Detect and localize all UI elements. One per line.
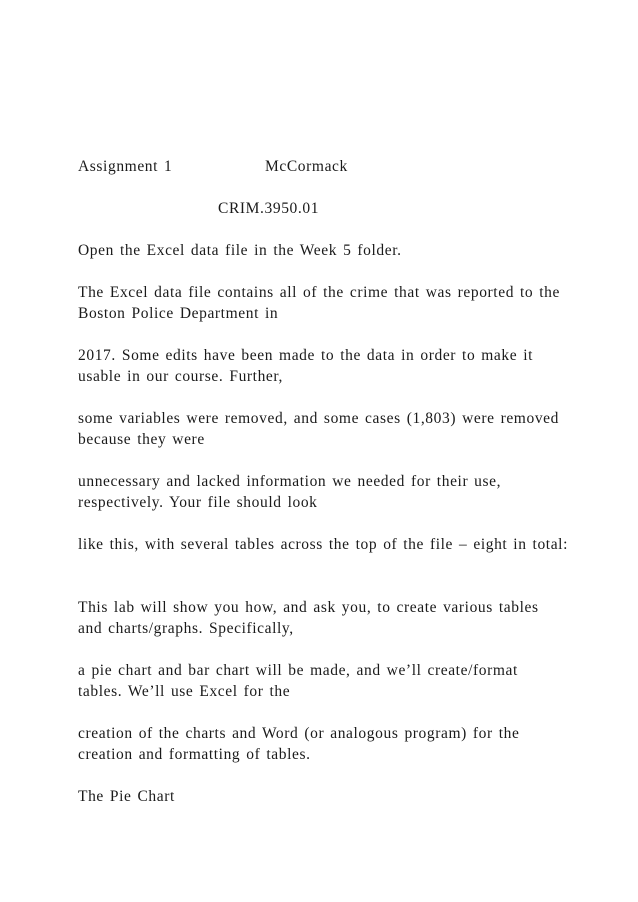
author-name: McCormack: [265, 158, 348, 175]
course-code: CRIM.3950.01: [218, 200, 320, 217]
paragraph-edits: 2017. Some edits have been made to the data in order to make it usable in our course. Further,: [78, 347, 534, 385]
assignment-title: Assignment 1: [78, 158, 173, 175]
paragraph-tables: like this, with several tables across the top of the file – eight in total:: [78, 536, 568, 553]
section-heading-pie-chart: The Pie Chart: [78, 788, 175, 805]
paragraph-creation: creation of the charts and Word (or analogous program) for the creation and formatting of tables.: [78, 725, 520, 763]
paragraph-charts: a pie chart and bar chart will be made, and we’ll create/format tables. We’ll use Excel for the: [78, 662, 518, 700]
paragraph-unnecessary: unnecessary and lacked information we needed for their use, respectively. Your file should look: [78, 473, 502, 511]
header-line: [78, 156, 568, 177]
paragraph-open-file: Open the Excel data file in the Week 5 folder.: [78, 242, 402, 259]
paragraph-data-description: The Excel data file contains all of the crime that was reported to the Boston Police Department in: [78, 284, 560, 322]
paragraph-removed: some variables were removed, and some cases (1,803) were removed because they were: [78, 410, 559, 448]
paragraph-lab-overview: This lab will show you how, and ask you, to create various tables and charts/graphs. Specifically,: [78, 599, 539, 637]
document-page: [78, 156, 568, 807]
